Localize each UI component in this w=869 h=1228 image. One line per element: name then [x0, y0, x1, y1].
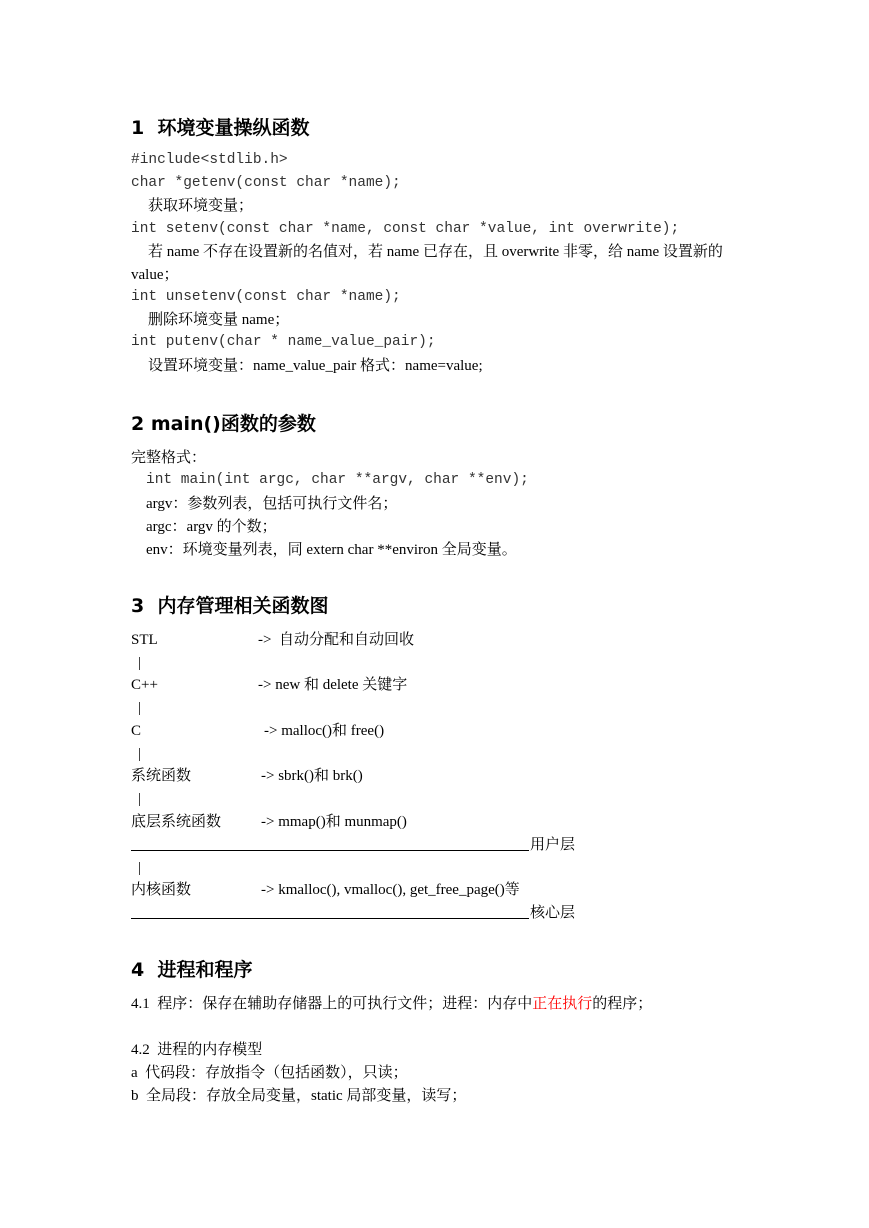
layer-name-low-syscall: 底层系统函数	[131, 814, 222, 830]
setenv-description-line-1: 若 name 不存在设置新的名值对，若 name 已存在，且 overwrite 非零，给 name 设置新的	[148, 244, 723, 260]
memory-item-a: a 代码段：存放指令（包括函数），只读；	[131, 1065, 408, 1081]
getenv-signature: char *getenv(const char *name);	[131, 175, 401, 191]
connector-bar: |	[138, 860, 142, 876]
kernel-layer-divider	[131, 918, 529, 919]
unsetenv-description: 删除环境变量 name；	[148, 312, 290, 328]
connector-bar: |	[138, 655, 142, 671]
section-1-heading: 1 环境变量操纵函数	[131, 117, 310, 139]
layer-name-stl: STL	[131, 632, 158, 648]
paragraph-4-1-suffix: 的程序；	[592, 996, 653, 1012]
layer-desc-c: -> malloc()和 free()	[264, 723, 385, 739]
paragraph-4-2-title: 4.2 进程的内存模型	[131, 1042, 263, 1058]
connector-bar: |	[138, 700, 142, 716]
section-3-heading: 3 内存管理相关函数图	[131, 595, 329, 617]
layer-desc-low-syscall: -> mmap()和 munmap()	[261, 814, 407, 830]
layer-desc-syscall: -> sbrk()和 brk()	[261, 768, 363, 784]
memory-item-b: b 全局段：存放全局变量，static 局部变量，读写；	[131, 1088, 467, 1104]
putenv-signature: int putenv(char * name_value_pair);	[131, 334, 436, 350]
layer-name-kernel: 内核函数	[131, 882, 192, 898]
main-signature: int main(int argc, char **argv, char **env);	[146, 472, 529, 488]
section-4-heading: 4 进程和程序	[131, 959, 253, 981]
section-2-heading: 2 main()函数的参数	[131, 413, 316, 435]
paragraph-4-1	[131, 994, 652, 1014]
argv-description: argv：参数列表，包括可执行文件名；	[146, 496, 398, 512]
argc-description: argc：argv 的个数；	[146, 519, 277, 535]
layer-name-syscall: 系统函数	[131, 768, 192, 784]
layer-desc-stl: -> 自动分配和自动回收	[258, 632, 414, 648]
layer-desc-kernel: -> kmalloc(), vmalloc(), get_free_page()等	[261, 882, 520, 898]
env-description: env：环境变量列表，同 extern char **environ 全局变量。	[146, 542, 517, 558]
connector-bar: |	[138, 746, 142, 762]
getenv-description: 获取环境变量；	[148, 198, 254, 214]
kernel-layer-label: 核心层	[530, 905, 576, 921]
main-intro: 完整格式：	[131, 450, 207, 466]
unsetenv-signature: int unsetenv(const char *name);	[131, 289, 401, 305]
layer-name-c: C	[131, 723, 142, 739]
setenv-description-line-2: value；	[131, 267, 179, 283]
include-line: #include<stdlib.h>	[131, 152, 288, 168]
user-layer-label: 用户层	[530, 837, 576, 853]
paragraph-4-1-highlight: 正在执行	[532, 996, 593, 1012]
layer-desc-cpp: -> new 和 delete 关键字	[258, 677, 408, 693]
paragraph-4-1-prefix: 4.1 程序：保存在辅助存储器上的可执行文件；进程：内存中	[131, 996, 533, 1012]
layer-name-cpp: C++	[131, 677, 158, 693]
putenv-description: 设置环境变量：name_value_pair 格式：name=value;	[148, 358, 483, 374]
user-layer-divider	[131, 850, 529, 851]
connector-bar: |	[138, 791, 142, 807]
setenv-signature: int setenv(const char *name, const char *value, int overwrite);	[131, 221, 680, 237]
